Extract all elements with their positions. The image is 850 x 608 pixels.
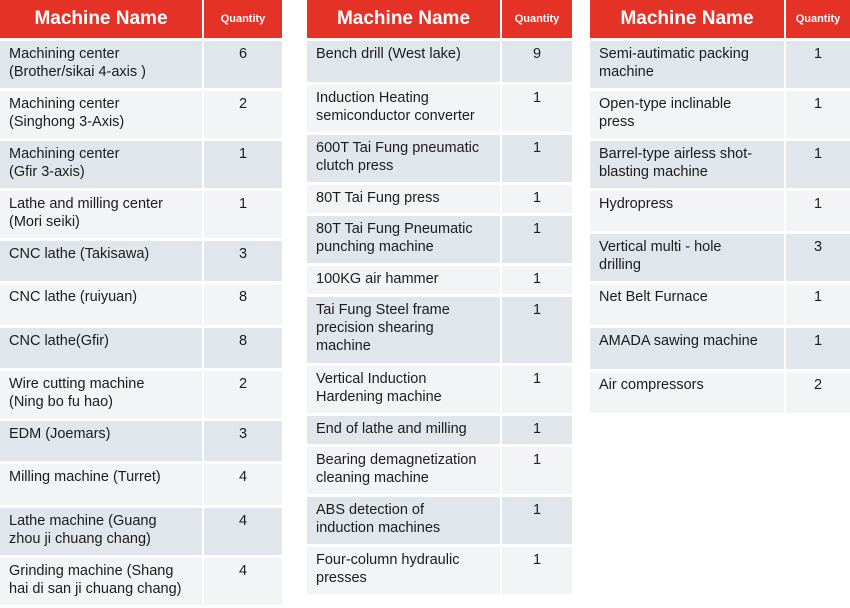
machine-name-cell: Open-type inclinable press [590, 91, 786, 138]
table-row [307, 447, 572, 494]
machine-name-cell: 80T Tai Fung press [307, 185, 502, 213]
machine-name-cell: 80T Tai Fung Pneumatic punching machine [307, 216, 502, 263]
machine-name-cell: Vertical multi - hole drilling [590, 234, 786, 281]
machine-name-cell: Bearing demagnetization cleaning machine [307, 447, 502, 494]
table-row [307, 41, 572, 82]
table-row [0, 191, 282, 238]
machine-name-cell: Lathe machine (Guang zhou ji chuang chang) [0, 508, 204, 555]
machine-name-cell: Induction Heating semiconductor converter [307, 85, 502, 132]
machine-name-cell: Wire cutting machine (Ning bo fu hao) [0, 371, 204, 418]
quantity-cell: 1 [786, 284, 850, 325]
table-row [0, 558, 282, 605]
quantity-cell: 8 [204, 328, 282, 368]
quantity-cell: 1 [786, 191, 850, 231]
table-row [590, 328, 850, 369]
table-row [590, 372, 850, 413]
machine-name-cell: Bench drill (West lake) [307, 41, 502, 82]
machine-name-cell: End of lathe and milling [307, 416, 502, 444]
table-row [0, 141, 282, 188]
table-row [307, 547, 572, 594]
table-row [307, 266, 572, 294]
table-row [307, 497, 572, 544]
table-row [307, 85, 572, 132]
machine-name-cell: Grinding machine (Shang hai di san ji chuang chang) [0, 558, 204, 605]
quantity-cell: 1 [502, 216, 572, 263]
table-row [307, 416, 572, 444]
quantity-cell: 3 [204, 241, 282, 281]
quantity-cell: 1 [502, 135, 572, 182]
table-row [307, 366, 572, 413]
machine-name-header: Machine Name [590, 0, 786, 38]
machine-table-2 [307, 0, 572, 597]
table-header-row [0, 0, 282, 38]
quantity-header: Quantity [786, 0, 850, 38]
table-row [590, 284, 850, 325]
quantity-cell: 9 [502, 41, 572, 82]
machine-table-1 [0, 0, 282, 608]
machine-name-cell: Machining center (Brother/sikai 4-axis ) [0, 41, 204, 88]
machine-name-cell: Tai Fung Steel frame precision shearing machine [307, 297, 502, 363]
quantity-header: Quantity [502, 0, 572, 38]
table-row [0, 421, 282, 461]
quantity-cell: 1 [502, 547, 572, 594]
quantity-cell: 3 [204, 421, 282, 461]
table-row [0, 508, 282, 555]
table-row [590, 41, 850, 88]
quantity-cell: 1 [502, 185, 572, 213]
table-row [307, 297, 572, 363]
quantity-cell: 4 [204, 558, 282, 605]
table-row [0, 41, 282, 88]
machine-name-header: Machine Name [307, 0, 502, 38]
table-row [0, 371, 282, 418]
table-row [590, 141, 850, 188]
quantity-cell: 1 [502, 85, 572, 132]
machine-name-cell: Machining center (Singhong 3-Axis) [0, 91, 204, 138]
table-header-row [590, 0, 850, 38]
machine-name-cell: Milling machine (Turret) [0, 464, 204, 505]
machine-name-cell: Air compressors [590, 372, 786, 413]
table-row [0, 284, 282, 325]
table-row [0, 464, 282, 505]
quantity-cell: 1 [786, 141, 850, 188]
machine-name-cell: AMADA sawing machine [590, 328, 786, 369]
quantity-cell: 2 [786, 372, 850, 413]
quantity-cell: 1 [786, 41, 850, 88]
table-header-row [307, 0, 572, 38]
table-row [0, 328, 282, 368]
quantity-cell: 1 [502, 366, 572, 413]
quantity-cell: 4 [204, 508, 282, 555]
quantity-header: Quantity [204, 0, 282, 38]
machine-name-cell: CNC lathe (Takisawa) [0, 241, 204, 281]
table-row [307, 185, 572, 213]
quantity-cell: 1 [502, 416, 572, 444]
machine-name-cell: EDM (Joemars) [0, 421, 204, 461]
machine-name-cell: ABS detection of induction machines [307, 497, 502, 544]
quantity-cell: 6 [204, 41, 282, 88]
machine-name-header: Machine Name [0, 0, 204, 38]
machine-name-cell: CNC lathe(Gfir) [0, 328, 204, 368]
machine-table-3 [590, 0, 850, 416]
quantity-cell: 8 [204, 284, 282, 325]
quantity-cell: 1 [502, 497, 572, 544]
quantity-cell: 2 [204, 371, 282, 418]
table-row [590, 234, 850, 281]
table-row [590, 91, 850, 138]
quantity-cell: 1 [786, 91, 850, 138]
quantity-cell: 1 [502, 447, 572, 494]
quantity-cell: 1 [502, 266, 572, 294]
machine-name-cell: Lathe and milling center (Mori seiki) [0, 191, 204, 238]
table-row [0, 91, 282, 138]
machine-name-cell: Machining center (Gfir 3-axis) [0, 141, 204, 188]
table-row [307, 135, 572, 182]
quantity-cell: 1 [786, 328, 850, 369]
machine-name-cell: Net Belt Furnace [590, 284, 786, 325]
machine-name-cell: CNC lathe (ruiyuan) [0, 284, 204, 325]
quantity-cell: 1 [204, 141, 282, 188]
machine-name-cell: Hydropress [590, 191, 786, 231]
quantity-cell: 1 [204, 191, 282, 238]
quantity-cell: 2 [204, 91, 282, 138]
table-row [0, 241, 282, 281]
quantity-cell: 3 [786, 234, 850, 281]
machine-name-cell: Barrel-type airless shot- blasting machine [590, 141, 786, 188]
machine-name-cell: 100KG air hammer [307, 266, 502, 294]
table-row [590, 191, 850, 231]
machine-name-cell: Four-column hydraulic presses [307, 547, 502, 594]
table-row [307, 216, 572, 263]
machine-name-cell: 600T Tai Fung pneumatic clutch press [307, 135, 502, 182]
machine-name-cell: Vertical Induction Hardening machine [307, 366, 502, 413]
quantity-cell: 1 [502, 297, 572, 363]
machine-name-cell: Semi-autimatic packing machine [590, 41, 786, 88]
quantity-cell: 4 [204, 464, 282, 505]
